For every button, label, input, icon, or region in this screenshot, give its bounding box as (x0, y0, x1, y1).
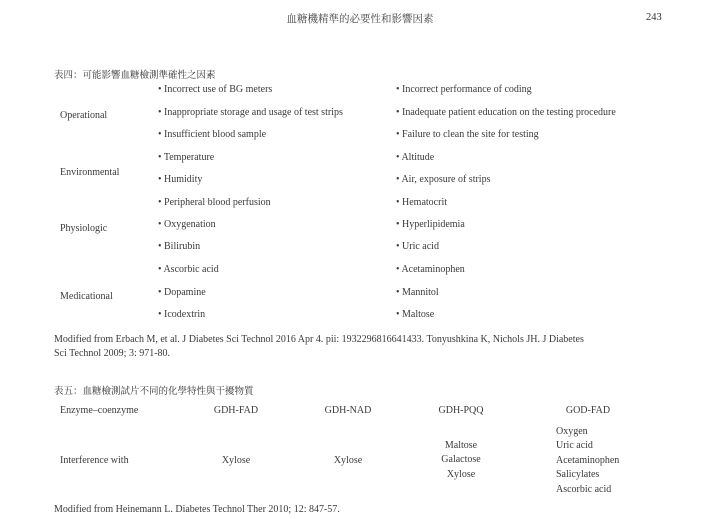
row-label-interference: Interference with (60, 455, 129, 466)
factor-right: • Hematocrit (396, 197, 447, 208)
header-gdh-nad: GDH-NAD (324, 405, 372, 416)
god-fad-interferents (556, 425, 619, 497)
factor-right: • Inadequate patient education on the testing procedure (396, 107, 616, 118)
factor-left: • Ascorbic acid (158, 264, 219, 275)
interferent: Galactose (441, 454, 481, 466)
factor-left: • Incorrect use of BG meters (158, 84, 272, 95)
factor-right: • Uric acid (396, 241, 439, 252)
header-gdh-pqq: GDH-PQQ (438, 405, 484, 416)
table4-caption: 表四：可能影響血糖檢測準確性之因素 (54, 70, 216, 81)
factor-left: • Peripheral blood perfusion (158, 197, 271, 208)
interferent: Oxygen (556, 426, 588, 437)
interferent: Xylose (446, 468, 476, 480)
factor-right: • Altitude (396, 152, 434, 163)
factor-left: • Inappropriate storage and usage of test strips (158, 107, 343, 118)
running-header: 血糖機精準的必要性和影響因素 (286, 13, 434, 25)
page-number: 243 (646, 12, 662, 23)
gdh-nad-interferent: Xylose (333, 455, 363, 466)
factor-right: • Incorrect performance of coding (396, 84, 532, 95)
category-medicational: Medicational (60, 291, 113, 302)
factor-right: • Failure to clean the site for testing (396, 129, 539, 140)
gdh-pqq-interferents (421, 439, 501, 482)
factor-left: • Insufficient blood sample (158, 129, 266, 140)
gdh-fad-interferent: Xylose (221, 455, 251, 466)
factor-left: • Icodextrin (158, 309, 205, 320)
factor-left: • Humidity (158, 174, 202, 185)
header-enzyme-coenzyme: Enzyme–coenzyme (60, 405, 139, 416)
header-gdh-fad: GDH-FAD (213, 405, 259, 416)
factor-left: • Dopamine (158, 287, 206, 298)
table4-note-line1: Modified from Erbach M, et al. J Diabetes Sci Technol 2016 Apr 4. pii: 1932296816641433. Tonyushkina K, Nichols JH. J Diabetes (54, 334, 584, 345)
category-operational: Operational (60, 110, 108, 121)
table5-caption: 表五：血糖檢測試片不同的化學特性與干擾物質 (54, 386, 254, 397)
category-environmental: Environmental (60, 167, 120, 178)
factor-left: • Oxygenation (158, 219, 216, 230)
category-physiologic: Physiologic (60, 223, 108, 234)
interferent: Salicylates (556, 469, 600, 481)
interferent: Acetaminophen (556, 454, 620, 466)
header-god-fad: GOD-FAD (565, 405, 611, 416)
factor-left: • Bilirubin (158, 241, 200, 252)
factor-right: • Maltose (396, 309, 434, 320)
factor-right: • Acetaminophen (396, 264, 465, 275)
table4-note-line2: Sci Technol 2009; 3: 971-80. (54, 348, 171, 359)
factor-right: • Mannitol (396, 287, 439, 298)
interferent: Uric acid (556, 440, 593, 452)
table5-note: Modified from Heinemann L. Diabetes Technol Ther 2010; 12: 847-57. (54, 504, 340, 515)
factor-right: • Air, exposure of strips (396, 174, 490, 185)
interferent: Maltose (444, 440, 478, 451)
factor-left: • Temperature (158, 152, 214, 163)
factor-right: • Hyperlipidemia (396, 219, 465, 230)
interferent: Ascorbic acid (556, 483, 612, 495)
